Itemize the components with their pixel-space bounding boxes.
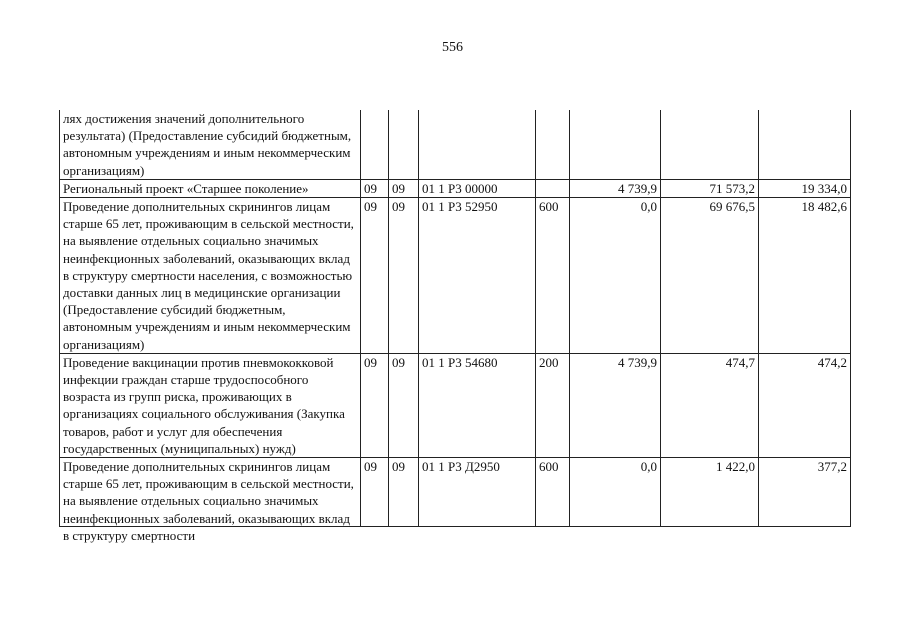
row-name-text: Проведение дополнительных скринингов лицам старше 65 лет, проживающим в сельской местности, на выявление отдельных социально значимых неинфекционных заболеваний, оказывающих вклад в структуру смертности [63, 459, 354, 543]
row-name: Проведение вакцинации против пневмококковой инфекции граждан старше трудоспособного возраста из групп риска, проживающих в организациях социального обслуживания (Закупка товаров, работ и услуг для обеспечения государственных (муниципальных) нужд) [60, 353, 361, 457]
table-row [60, 353, 851, 457]
page-number: 556 [442, 40, 463, 55]
row-subsection: 09 [389, 198, 419, 354]
row-amount-3: 474,2 [759, 353, 851, 457]
table-row [60, 198, 851, 354]
row-name: Проведение дополнительных скринингов лицам старше 65 лет, проживающим в сельской местности, на выявление отдельных социально значимых неинфекционных заболеваний, оказывающих вклад в структуру смертности населения, с возможностью доставки данных лиц в медицинские организации (Предоставление субсидий бюджетным, автономным учреждениям и иным некоммерческим организациям) [60, 198, 361, 354]
row-subsection: 09 [389, 353, 419, 457]
row-amount-1: 0,0 [570, 198, 661, 354]
row-subsection: 09 [389, 458, 419, 527]
row-name: лях достижения значений дополнительного результата) (Предоставление субсидий бюджетным, автономным учреждениям и иным некоммерческим организациям) [60, 110, 361, 179]
row-section: 09 [361, 353, 389, 457]
row-section: 09 [361, 179, 389, 197]
row-target-article [419, 110, 536, 179]
row-amount-3 [759, 110, 851, 179]
budget-table [59, 110, 851, 543]
row-amount-2: 1 422,0 [661, 458, 759, 527]
row-expense-type: 600 [536, 458, 570, 527]
row-subsection [389, 110, 419, 179]
row-expense-type: 600 [536, 198, 570, 354]
row-section: 09 [361, 198, 389, 354]
row-subsection: 09 [389, 179, 419, 197]
row-amount-1: 4 739,9 [570, 353, 661, 457]
table-row [60, 179, 851, 197]
row-expense-type [536, 110, 570, 179]
row-amount-3: 18 482,6 [759, 198, 851, 354]
table-row [60, 110, 851, 179]
row-section [361, 110, 389, 179]
row-expense-type [536, 179, 570, 197]
row-amount-1: 0,0 [570, 458, 661, 527]
row-amount-3: 19 334,0 [759, 179, 851, 197]
row-amount-1 [570, 110, 661, 179]
row-amount-2 [661, 110, 759, 179]
row-expense-type: 200 [536, 353, 570, 457]
row-name: Региональный проект «Старшее поколение» [60, 179, 361, 197]
row-amount-2: 71 573,2 [661, 179, 759, 197]
row-target-article: 01 1 P3 Д2950 [419, 458, 536, 527]
row-target-article: 01 1 P3 54680 [419, 353, 536, 457]
row-amount-3: 377,2 [759, 458, 851, 527]
row-amount-2: 69 676,5 [661, 198, 759, 354]
row-section: 09 [361, 458, 389, 527]
row-amount-1: 4 739,9 [570, 179, 661, 197]
row-name [60, 458, 361, 543]
row-amount-2: 474,7 [661, 353, 759, 457]
row-target-article: 01 1 P3 00000 [419, 179, 536, 197]
table-row [60, 458, 851, 527]
row-target-article: 01 1 P3 52950 [419, 198, 536, 354]
